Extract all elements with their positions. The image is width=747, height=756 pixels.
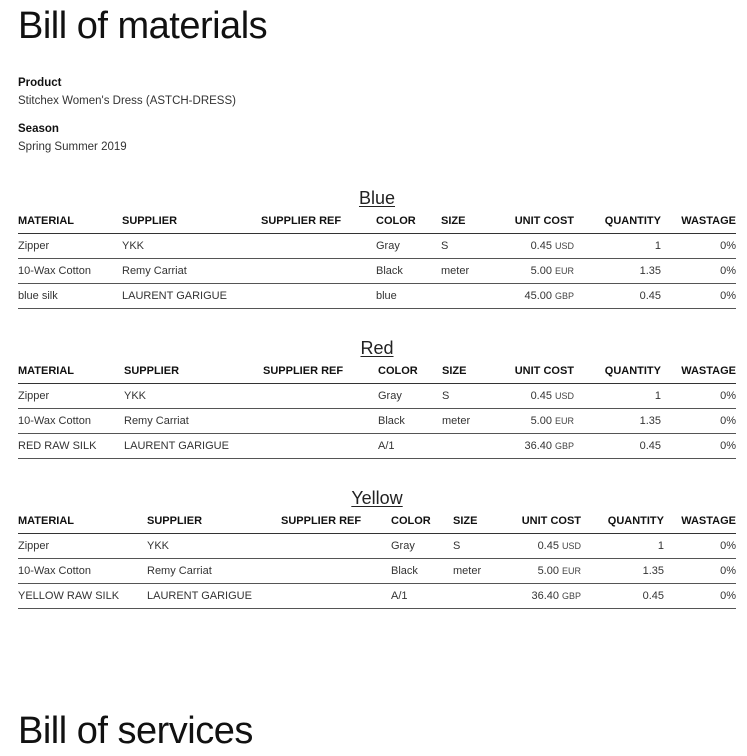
unit-cost-cell bbox=[499, 559, 581, 584]
material-cell: blue silk bbox=[18, 284, 122, 309]
wastage-cell: 0% bbox=[664, 584, 736, 609]
bill-of-services-title: Bill of services bbox=[18, 710, 253, 752]
color-cell: Black bbox=[376, 259, 441, 284]
color-cell: Black bbox=[378, 409, 442, 434]
supplier-cell: YKK bbox=[147, 534, 281, 559]
unit-cost-value: 45.00 bbox=[524, 290, 552, 302]
unit-cost-value: 36.40 bbox=[524, 440, 552, 452]
materials-table-blue bbox=[18, 209, 736, 309]
currency-code: GBP bbox=[561, 591, 581, 601]
supplier-cell: Remy Carriat bbox=[122, 259, 261, 284]
currency-code: EUR bbox=[554, 416, 574, 426]
unit-cost-cell bbox=[488, 384, 574, 409]
column-header: WASTAGE bbox=[664, 509, 736, 534]
materials-table-red bbox=[18, 359, 736, 459]
quantity-cell: 1.35 bbox=[581, 559, 664, 584]
supplier-ref-cell bbox=[281, 559, 391, 584]
size-cell bbox=[442, 434, 488, 459]
table-header-row bbox=[18, 209, 736, 234]
wastage-cell: 0% bbox=[661, 234, 736, 259]
quantity-cell: 0.45 bbox=[581, 584, 664, 609]
supplier-ref-cell bbox=[263, 409, 378, 434]
table-row bbox=[18, 584, 736, 609]
quantity-cell: 1.35 bbox=[574, 409, 661, 434]
currency-code: GBP bbox=[554, 291, 574, 301]
table-row bbox=[18, 284, 736, 309]
unit-cost-value: 36.40 bbox=[531, 590, 559, 602]
unit-cost-cell bbox=[499, 584, 581, 609]
size-cell: meter bbox=[442, 409, 488, 434]
size-cell: meter bbox=[453, 559, 499, 584]
color-cell: A/1 bbox=[391, 584, 453, 609]
currency-code: USD bbox=[561, 541, 581, 551]
column-header: MATERIAL bbox=[18, 509, 147, 534]
unit-cost-value: 5.00 bbox=[530, 265, 552, 277]
season-value: Spring Summer 2019 bbox=[18, 141, 127, 153]
column-header: MATERIAL bbox=[18, 209, 122, 234]
season-label: Season bbox=[18, 123, 59, 135]
table-header-row bbox=[18, 359, 736, 384]
column-header: COLOR bbox=[376, 209, 441, 234]
materials-table-yellow bbox=[18, 509, 736, 609]
material-cell: Zipper bbox=[18, 234, 122, 259]
column-header: UNIT COST bbox=[499, 509, 581, 534]
quantity-cell: 1 bbox=[574, 384, 661, 409]
material-cell: 10-Wax Cotton bbox=[18, 259, 122, 284]
quantity-cell: 1 bbox=[574, 234, 661, 259]
wastage-cell: 0% bbox=[661, 434, 736, 459]
product-label: Product bbox=[18, 77, 62, 89]
supplier-ref-cell bbox=[281, 584, 391, 609]
unit-cost-value: 0.45 bbox=[530, 390, 552, 402]
section-title-blue: Blue bbox=[358, 188, 396, 208]
column-header: QUANTITY bbox=[574, 209, 661, 234]
unit-cost-value: 0.45 bbox=[537, 540, 559, 552]
supplier-ref-cell bbox=[261, 259, 376, 284]
currency-code: USD bbox=[554, 241, 574, 251]
quantity-cell: 0.45 bbox=[574, 284, 661, 309]
table-row bbox=[18, 559, 736, 584]
unit-cost-cell bbox=[487, 234, 574, 259]
material-cell: 10-Wax Cotton bbox=[18, 559, 147, 584]
size-cell bbox=[441, 284, 487, 309]
size-cell: meter bbox=[441, 259, 487, 284]
supplier-ref-cell bbox=[263, 384, 378, 409]
column-header: WASTAGE bbox=[661, 359, 736, 384]
column-header: UNIT COST bbox=[487, 209, 574, 234]
color-cell: blue bbox=[376, 284, 441, 309]
table-row bbox=[18, 259, 736, 284]
column-header: SUPPLIER REF bbox=[263, 359, 378, 384]
material-cell: Zipper bbox=[18, 534, 147, 559]
quantity-cell: 1.35 bbox=[574, 259, 661, 284]
wastage-cell: 0% bbox=[661, 409, 736, 434]
unit-cost-value: 0.45 bbox=[530, 240, 552, 252]
quantity-cell: 0.45 bbox=[574, 434, 661, 459]
size-cell: S bbox=[442, 384, 488, 409]
column-header: COLOR bbox=[391, 509, 453, 534]
supplier-cell: YKK bbox=[124, 384, 263, 409]
column-header: UNIT COST bbox=[488, 359, 574, 384]
material-cell: 10-Wax Cotton bbox=[18, 409, 124, 434]
material-cell: YELLOW RAW SILK bbox=[18, 584, 147, 609]
table-row bbox=[18, 534, 736, 559]
color-cell: Gray bbox=[378, 384, 442, 409]
supplier-ref-cell bbox=[261, 284, 376, 309]
wastage-cell: 0% bbox=[661, 259, 736, 284]
column-header: SUPPLIER bbox=[124, 359, 263, 384]
column-header: COLOR bbox=[378, 359, 442, 384]
currency-code: EUR bbox=[554, 266, 574, 276]
supplier-cell: YKK bbox=[122, 234, 261, 259]
currency-code: GBP bbox=[554, 441, 574, 451]
table-row bbox=[18, 234, 736, 259]
supplier-cell: LAURENT GARIGUE bbox=[147, 584, 281, 609]
unit-cost-cell bbox=[499, 534, 581, 559]
supplier-ref-cell bbox=[263, 434, 378, 459]
unit-cost-cell bbox=[487, 284, 574, 309]
page-title: Bill of materials bbox=[18, 5, 268, 47]
column-header: SUPPLIER REF bbox=[281, 509, 391, 534]
unit-cost-cell bbox=[488, 409, 574, 434]
unit-cost-cell bbox=[487, 259, 574, 284]
supplier-ref-cell bbox=[281, 534, 391, 559]
supplier-cell: LAURENT GARIGUE bbox=[122, 284, 261, 309]
currency-code: USD bbox=[554, 391, 574, 401]
supplier-cell: Remy Carriat bbox=[124, 409, 263, 434]
size-cell: S bbox=[453, 534, 499, 559]
supplier-ref-cell bbox=[261, 234, 376, 259]
color-cell: Gray bbox=[391, 534, 453, 559]
product-value: Stitchex Women's Dress (ASTCH-DRESS) bbox=[18, 95, 236, 107]
section-title-red: Red bbox=[360, 338, 394, 358]
column-header: QUANTITY bbox=[581, 509, 664, 534]
table-row bbox=[18, 384, 736, 409]
unit-cost-value: 5.00 bbox=[537, 565, 559, 577]
supplier-cell: LAURENT GARIGUE bbox=[124, 434, 263, 459]
section-title-yellow: Yellow bbox=[351, 488, 403, 508]
currency-code: EUR bbox=[561, 566, 581, 576]
column-header: QUANTITY bbox=[574, 359, 661, 384]
material-cell: RED RAW SILK bbox=[18, 434, 124, 459]
wastage-cell: 0% bbox=[664, 534, 736, 559]
column-header: SUPPLIER bbox=[122, 209, 261, 234]
color-cell: Gray bbox=[376, 234, 441, 259]
material-cell: Zipper bbox=[18, 384, 124, 409]
quantity-cell: 1 bbox=[581, 534, 664, 559]
wastage-cell: 0% bbox=[661, 284, 736, 309]
column-header: WASTAGE bbox=[661, 209, 736, 234]
size-cell: S bbox=[441, 234, 487, 259]
column-header: MATERIAL bbox=[18, 359, 124, 384]
column-header: SIZE bbox=[442, 359, 488, 384]
wastage-cell: 0% bbox=[661, 384, 736, 409]
table-row bbox=[18, 434, 736, 459]
color-cell: A/1 bbox=[378, 434, 442, 459]
unit-cost-value: 5.00 bbox=[530, 415, 552, 427]
supplier-cell: Remy Carriat bbox=[147, 559, 281, 584]
color-cell: Black bbox=[391, 559, 453, 584]
table-row bbox=[18, 409, 736, 434]
wastage-cell: 0% bbox=[664, 559, 736, 584]
size-cell bbox=[453, 584, 499, 609]
table-header-row bbox=[18, 509, 736, 534]
column-header: SUPPLIER REF bbox=[261, 209, 376, 234]
column-header: SIZE bbox=[441, 209, 487, 234]
column-header: SUPPLIER bbox=[147, 509, 281, 534]
unit-cost-cell bbox=[488, 434, 574, 459]
column-header: SIZE bbox=[453, 509, 499, 534]
